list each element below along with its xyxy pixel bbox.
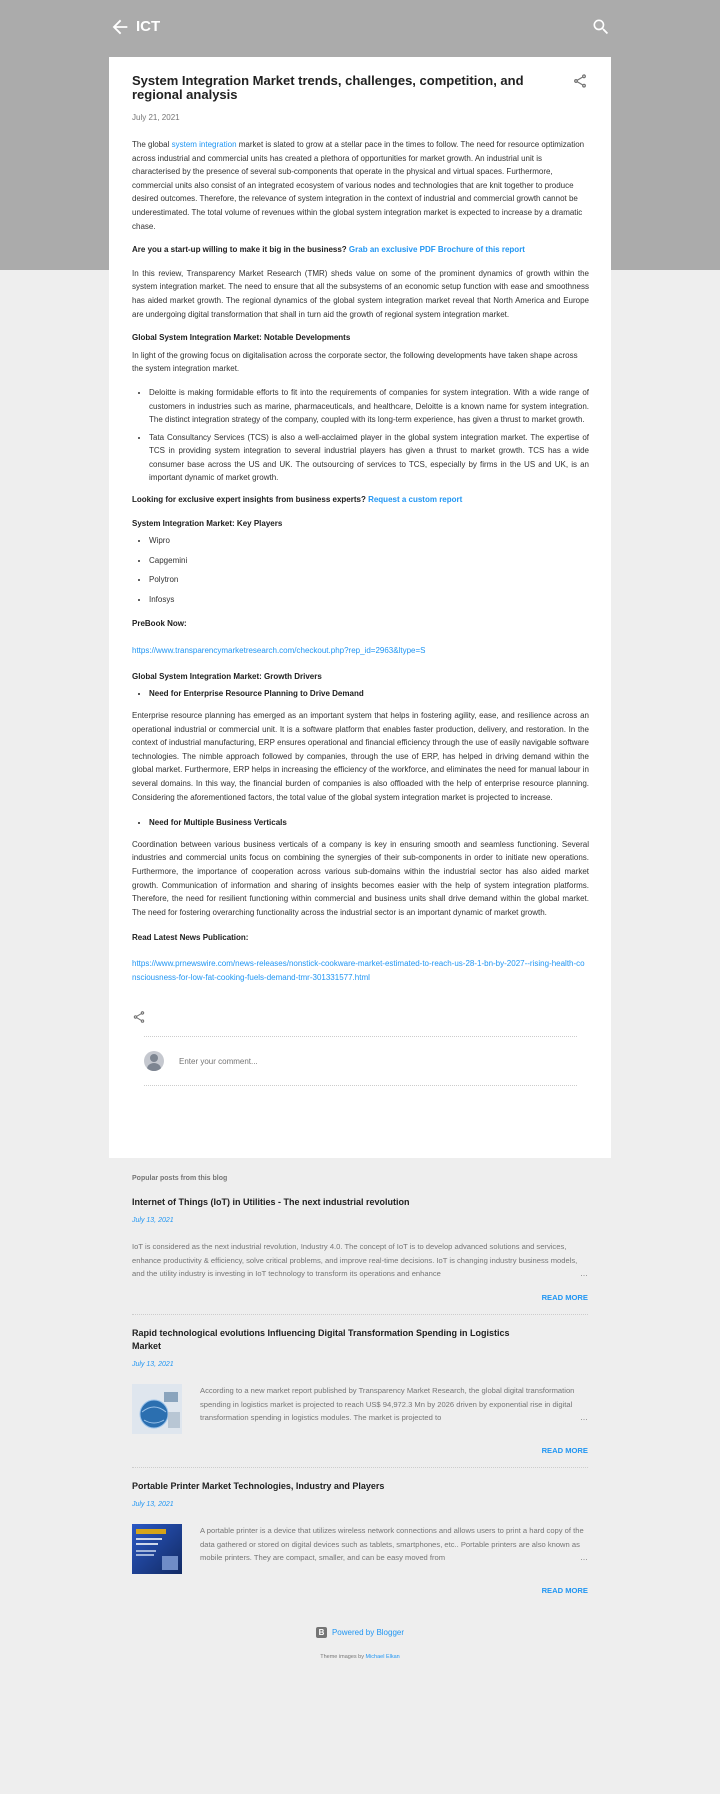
- key-players-heading: System Integration Market: Key Players: [132, 518, 283, 528]
- brochure-link[interactable]: Grab an exclusive PDF Brochure of this report: [348, 245, 525, 255]
- cta-custom-report: Looking for exclusive expert insights from business experts? Request a custom report: [132, 495, 463, 505]
- popular-post-date: July 13, 2021: [132, 1217, 174, 1224]
- news-label: Read Latest News Publication:: [132, 933, 249, 943]
- popular-post-excerpt: According to a new market report published by Transparency Market Research, the global digital transformation spending in logistics market is projected to reach US$ 94,972.3 Mn by 2026 driven by exponential rise in digital transformation spending in logistics modules. The market is projected to …: [200, 1384, 588, 1425]
- theme-author-link[interactable]: Michael Elkan: [365, 1654, 400, 1660]
- driver1-list: [149, 687, 589, 701]
- post-card: [109, 57, 611, 1158]
- popular-post-title[interactable]: Rapid technological evolutions Influencing Digital Transformation Spending in Logistics Market: [132, 1328, 510, 1351]
- popular-posts-heading: Popular posts from this blog: [132, 1175, 228, 1182]
- developments-heading: Global System Integration Market: Notable Developments: [132, 333, 351, 343]
- popular-post-date: July 13, 2021: [132, 1501, 174, 1508]
- post-title: System Integration Market trends, challenges, competition, and regional analysis: [132, 73, 524, 102]
- share-icon[interactable]: [132, 1010, 146, 1024]
- news-link[interactable]: https://www.prnewswire.com/news-releases/nonstick-cookware-market-estimated-to-reach-us-28-1-bn-by-2027--rising-health-consciousness-for-low-fat-cooking-fuels-demand-tmr-301331577.html: [132, 958, 585, 982]
- post-body: [132, 138, 589, 984]
- system-integration-link[interactable]: system integration: [171, 140, 237, 149]
- prebook-link[interactable]: https://www.transparencymarketresearch.com/checkout.php?rep_id=2963&ltype=S: [132, 646, 426, 656]
- share-icon[interactable]: [572, 73, 588, 89]
- avatar: [144, 1051, 164, 1071]
- back-arrow-icon[interactable]: [109, 16, 131, 38]
- driver2-paragraph: Coordination between various business verticals of a company is key in ensuring smooth and seamless functioning. Several industries and commercial units focus on combining the synergies of their sub-components in order to initiate new operations. Furthermore, the importance of cooperation across various sub-domains within the industrial sector has also aided market growth. Communication of information and sharing of insights becomes easier with the help of system integration platforms. Therefore, the need for resilient functioning within commercial and business units shall drive demand within the global market. The need for fostering overarching functionality across the industrial sector is an important dynamic of market growth.: [132, 839, 589, 917]
- popular-post-excerpt: IoT is considered as the next industrial revolution, Industry 4.0. The concept of IoT is to develop advanced solutions and services, enhance productivity & efficiency, solve critical problems, and improve real-time decisions. IoT is changing industry business models, and the utility industry is investing in IoT technology to transform its operations and enhance …: [132, 1240, 588, 1281]
- prebook-paragraph: [132, 644, 589, 658]
- footer: [0, 1622, 720, 1660]
- ellipsis-icon: …: [550, 1267, 588, 1281]
- comment-input[interactable]: [179, 1057, 559, 1066]
- list-item: • Capgemini: [149, 554, 589, 568]
- read-more-link[interactable]: READ MORE: [541, 1586, 588, 1595]
- developments-list: [149, 386, 589, 485]
- driver1-title: • Need for Enterprise Resource Planning to Drive Demand: [149, 687, 589, 701]
- read-more-link[interactable]: READ MORE: [541, 1293, 588, 1302]
- popular-post-title[interactable]: Internet of Things (IoT) in Utilities - The next industrial revolution: [132, 1197, 410, 1207]
- popular-post: [132, 1196, 588, 1315]
- list-item: • Infosys: [149, 593, 589, 607]
- ellipsis-icon: …: [550, 1411, 588, 1425]
- list-item: • Polytron: [149, 573, 589, 587]
- prebook-label: PreBook Now:: [132, 618, 187, 628]
- post-date: July 21, 2021: [132, 113, 180, 122]
- driver1-paragraph: Enterprise resource planning has emerged as an important system that helps in fostering agility, ease, and resilience across an operational industrial or commercial unit. It is a software platform that enables faster production, delivery, and restoration. In the context of industrial manufacturing, ERP ensures operational and financial efficiency through the use of easily navigable software technologies. The nimble approach followed by companies, through the use of ERP, has helped in driving demand within the global market. Furthermore, ERP helps in increasing the efficiency of the workforce, and eliminates the need for manual labour in several domains. In this way, the financial burden of companies is also offloaded with the help of enterprise resource planning. Considering the aforementioned factors, the total value of the global system integration market is projected to increase.: [132, 711, 589, 802]
- cta-brochure: Are you a start-up willing to make it big in the business? Grab an exclusive PDF Brochure of this report: [132, 245, 525, 255]
- news-paragraph: [132, 957, 589, 984]
- search-icon[interactable]: [591, 17, 611, 37]
- key-players-list: [149, 534, 589, 606]
- popular-post-thumbnail[interactable]: [132, 1384, 182, 1434]
- blog-title[interactable]: ICT: [136, 18, 161, 35]
- developments-paragraph: In light of the growing focus on digitalisation across the corporate sector, the following developments have taken shape across the system integration market.: [132, 350, 578, 374]
- intro-paragraph: The global system integration market is slated to grow at a stellar pace in the times to follow. The need for resource optimization across industrial and commercial units has created a plethora of opportunities for market growth. An industrial unit is characterised by the presence of several sub-components that operate in the physical and virtual spaces. Furthermore, commercial units also consist of an integrated ecosystem of various nodes and technologies that are knit together to produce desired outcomes. Therefore, the relevance of system integration in the context of industrial and commercial growth cannot be underestimated. The total volume of revenues within the global system integration market is expected to increase by a dramatic chase.: [132, 140, 585, 231]
- popular-post: [132, 1327, 588, 1468]
- list-item: • Tata Consultancy Services (TCS) is also a well-acclaimed player in the global system integration market. The expertise of TCS in providing system integration to several industrial players has given a thrust to market growth. TCS has a wide consumer base across the US and UK. The outsourcing of services to TCS, especially by firms in the US and UK, is an important dynamic of market growth.: [149, 431, 589, 485]
- blogger-icon: B: [316, 1627, 327, 1638]
- custom-report-link[interactable]: Request a custom report: [368, 495, 463, 505]
- popular-post: [132, 1480, 588, 1607]
- popular-post-thumbnail[interactable]: [132, 1524, 182, 1574]
- popular-post-excerpt: A portable printer is a device that utilizes wireless network connections and allows users to print a hard copy of the data gathered or stored on digital devices such as tablets, smartphones, etc.. Portable printers are also known as mobile printers. They are compact, smaller, and can be easy moved from …: [200, 1524, 588, 1565]
- growth-drivers-heading: Global System Integration Market: Growth Drivers: [132, 671, 322, 681]
- popular-posts: [132, 1175, 588, 1619]
- ellipsis-icon: …: [550, 1551, 588, 1565]
- comment-box: [144, 1036, 577, 1086]
- driver2-list: [149, 816, 589, 830]
- blog-header: [109, 0, 611, 54]
- popular-post-title[interactable]: Portable Printer Market Technologies, Industry and Players: [132, 1481, 385, 1491]
- review-paragraph: In this review, Transparency Market Research (TMR) sheds value on some of the prominent dynamics of growth within the system integration market. The need to ensure that all the subsystems of an economic setup function with ease and smoothness has aided market growth. The regional dynamics of the global system integration market reveal that North America and Europe are undergoing digital transformation that shall in turn aid the growth of regional system integration market.: [132, 268, 589, 319]
- driver2-title: • Need for Multiple Business Verticals: [149, 816, 589, 830]
- list-item: • Deloitte is making formidable efforts to fit into the requirements of companies for system integration. With a wide range of customers in industries such as marine, pharmaceuticals, and healthcare, Deloitte is a known name for system integration. The distinct integration strategy of the company, coupled with its long-term experience, has given a thrust to market growth.: [149, 386, 589, 427]
- popular-post-date: July 13, 2021: [132, 1361, 174, 1368]
- list-item: • Wipro: [149, 534, 589, 548]
- theme-credit: Theme images by Michael Elkan: [320, 1654, 400, 1660]
- read-more-link[interactable]: READ MORE: [541, 1446, 588, 1455]
- powered-by-blogger-link[interactable]: B Powered by Blogger: [316, 1627, 404, 1638]
